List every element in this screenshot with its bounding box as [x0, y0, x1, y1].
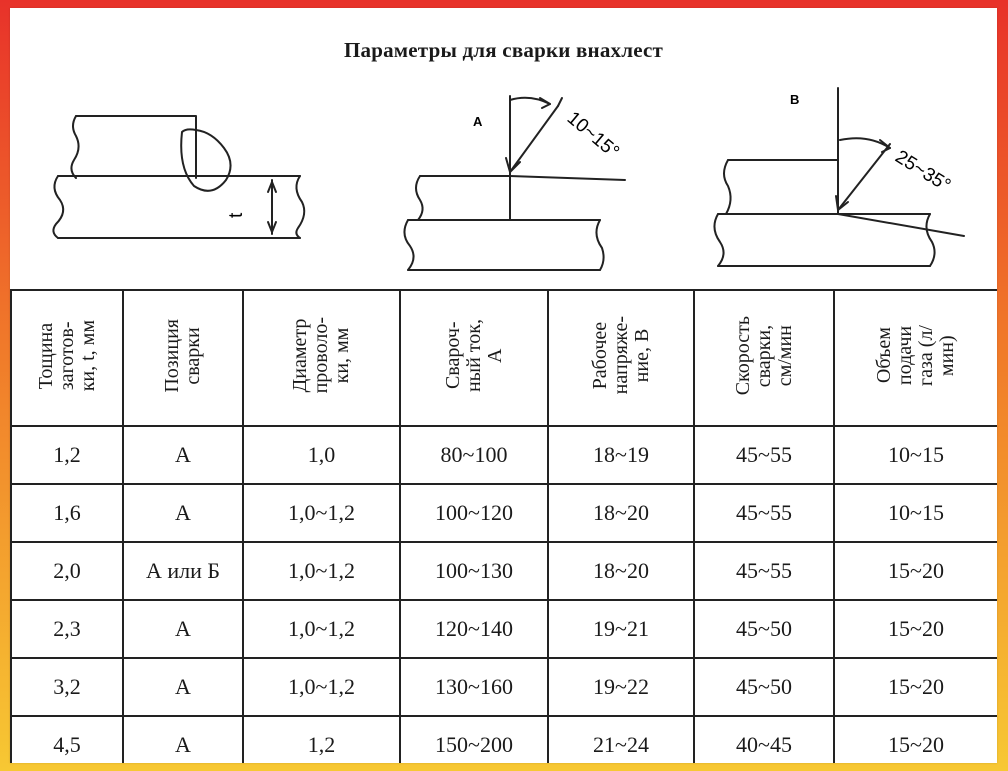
cell-position: А	[123, 426, 243, 484]
cell-voltage: 18~20	[548, 542, 694, 600]
header-speed: Скорость сварки, см/мин	[694, 290, 834, 426]
figure-a-angle: 10~15°	[562, 107, 623, 164]
cell-thickness: 2,0	[11, 542, 123, 600]
cell-current: 130~160	[400, 658, 548, 716]
cell-current: 100~130	[400, 542, 548, 600]
table-row	[11, 426, 997, 484]
header-gas-flow: Объем подачи газа (л/ мин)	[834, 290, 997, 426]
cell-gas-flow: 15~20	[834, 716, 997, 763]
cell-voltage: 19~22	[548, 658, 694, 716]
cell-position: А	[123, 716, 243, 763]
cell-position: А	[123, 600, 243, 658]
cell-gas-flow: 15~20	[834, 600, 997, 658]
table-row	[11, 484, 997, 542]
cell-current: 80~100	[400, 426, 548, 484]
table-row	[11, 542, 997, 600]
header-wire-diameter: Диаметр проволо- ки, мм	[243, 290, 400, 426]
header-thickness: Тощина заготов- ки, t, мм	[11, 290, 123, 426]
cell-speed: 40~45	[694, 716, 834, 763]
page-title: Параметры для сварки внахлест	[343, 38, 664, 62]
cell-thickness: 3,2	[11, 658, 123, 716]
weld-bead-shape	[181, 129, 230, 190]
cell-wire-diameter: 1,0~1,2	[243, 600, 400, 658]
table-row	[11, 600, 997, 658]
thickness-label: t	[226, 212, 247, 218]
cell-thickness: 1,2	[11, 426, 123, 484]
cell-speed: 45~50	[694, 600, 834, 658]
cell-gas-flow: 15~20	[834, 542, 997, 600]
table-row	[11, 658, 997, 716]
cell-thickness: 4,5	[11, 716, 123, 763]
cell-thickness: 1,6	[11, 484, 123, 542]
cell-speed: 45~50	[694, 658, 834, 716]
cell-position: А или Б	[123, 542, 243, 600]
cell-position: А	[123, 484, 243, 542]
cell-wire-diameter: 1,0~1,2	[243, 484, 400, 542]
cell-position: А	[123, 658, 243, 716]
lap-joint-illustrations	[10, 8, 997, 288]
header-voltage: Рабочее напряже- ние, В	[548, 290, 694, 426]
cell-wire-diameter: 1,2	[243, 716, 400, 763]
cell-wire-diameter: 1,0	[243, 426, 400, 484]
table-row	[11, 716, 997, 763]
cell-wire-diameter: 1,0~1,2	[243, 542, 400, 600]
cell-current: 150~200	[400, 716, 548, 763]
cell-gas-flow: 10~15	[834, 484, 997, 542]
cell-voltage: 18~19	[548, 426, 694, 484]
cell-voltage: 19~21	[548, 600, 694, 658]
header-row	[11, 290, 997, 426]
cell-gas-flow: 10~15	[834, 426, 997, 484]
figure-b-label: В	[790, 92, 800, 107]
cell-speed: 45~55	[694, 484, 834, 542]
cell-current: 100~120	[400, 484, 548, 542]
cell-voltage: 18~20	[548, 484, 694, 542]
welding-parameters-table	[10, 289, 997, 763]
cell-wire-diameter: 1,0~1,2	[243, 658, 400, 716]
cell-speed: 45~55	[694, 542, 834, 600]
lap-joint-figure	[53, 116, 304, 238]
header-current: Свароч- ный ток, А	[400, 290, 548, 426]
header-position: Позиция сварки	[123, 290, 243, 426]
welding-diagrams	[10, 8, 997, 288]
figure-b-angle: 25~35°	[891, 146, 955, 197]
cell-gas-flow: 15~20	[834, 658, 997, 716]
cell-voltage: 21~24	[548, 716, 694, 763]
cell-speed: 45~55	[694, 426, 834, 484]
figure-a-label: А	[473, 114, 483, 129]
cell-current: 120~140	[400, 600, 548, 658]
cell-thickness: 2,3	[11, 600, 123, 658]
document-sheet	[10, 8, 997, 763]
